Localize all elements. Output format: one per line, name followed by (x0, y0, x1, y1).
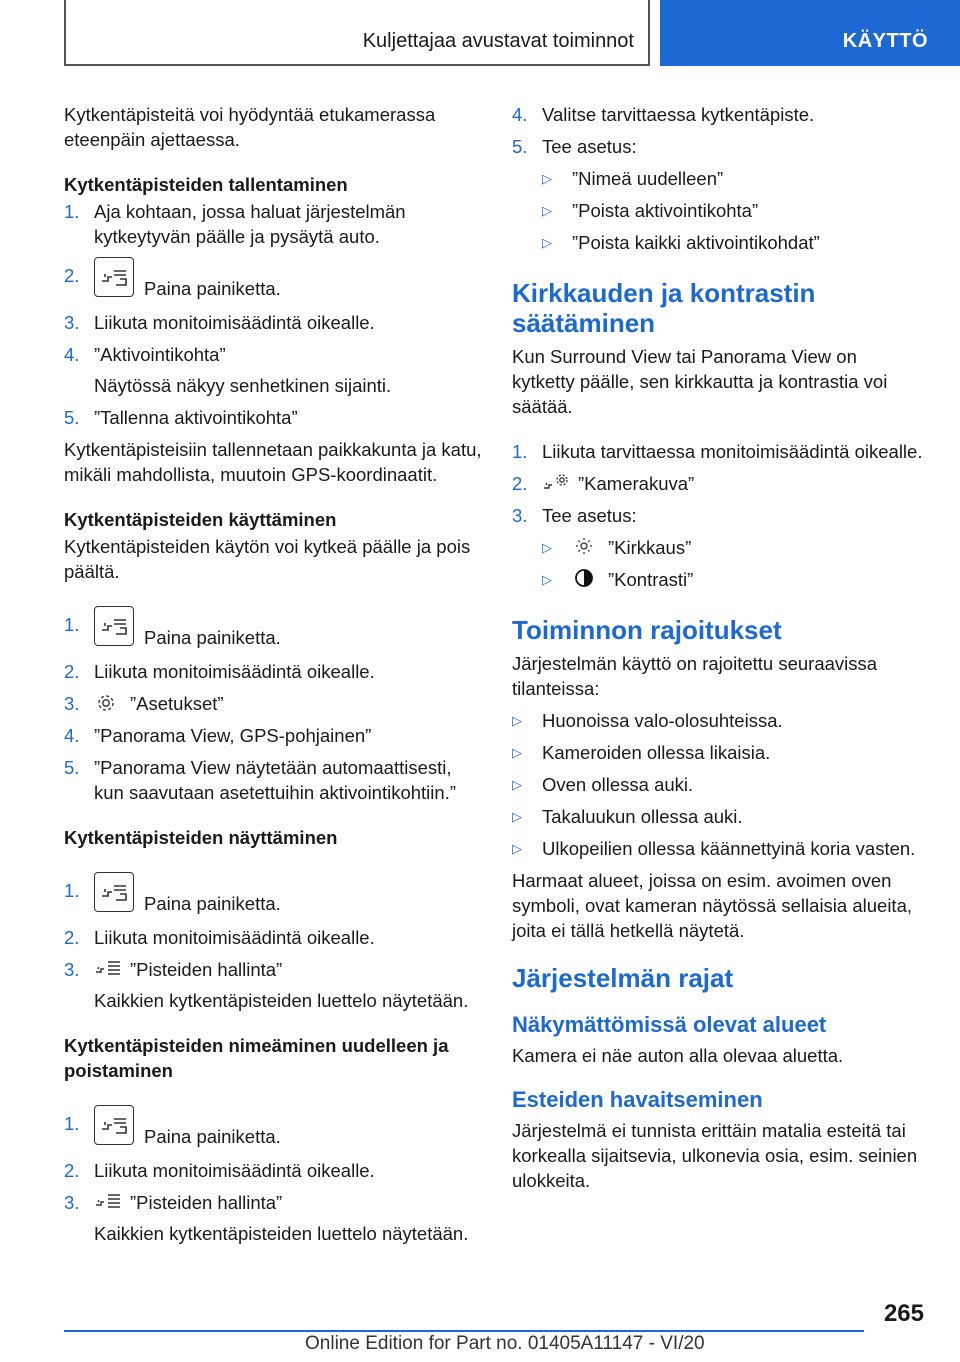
brightness-step-3: 3. Tee asetus: ▷ ”Kirkkaus” ▷ ”Kontrasti” (512, 503, 924, 599)
obstacles-heading: Esteiden havaitseminen (512, 1087, 763, 1112)
list-item: ▷ Ulkopeilien ollessa käännettyinä koria vasten. (512, 838, 916, 859)
obstacles-text: Järjestelmä ei tunnista erittäin matalia esteitä tai korkealla sijaitsevia, ulkonevia osia, esim. seinien ulokkeita. (512, 1120, 918, 1191)
save-step-5: 5. ”Tallenna aktivointikohta” (64, 407, 298, 428)
points-list-icon (94, 958, 122, 980)
display-heading: Kytkentäpisteiden näyttäminen (64, 827, 338, 848)
brightness-heading: Kirkkauden ja kontrastin säätäminen (512, 278, 816, 338)
save-heading: Kytkentäpisteiden tallentaminen (64, 174, 348, 195)
list-item: ▷ ”Poista kaikki aktivointikohdat” (542, 232, 820, 253)
hidden-areas-text: Kamera ei näe auton alla olevaa aluetta. (512, 1045, 844, 1066)
use-step-1: 1. Paina painiketta. (64, 612, 484, 652)
brightness-step-1: 1. Liikuta tarvittaessa monitoimisäädintä oikealle. (512, 441, 923, 462)
camera-button-icon (94, 606, 134, 646)
camera-button-icon (94, 1105, 134, 1145)
intro-paragraph: Kytkentäpisteitä voi hyödyntää etukamerassa eteenpäin ajettaessa. (64, 104, 436, 150)
save-step-1: 1. Aja kohtaan, jossa haluat järjestelmän kytkeytyvän päälle ja pysäytä auto. (64, 201, 406, 247)
display-step-1: 1. Paina painiketta. (64, 878, 484, 918)
right-column (512, 102, 924, 1193)
limits-intro: Järjestelmän käyttö on rajoitettu seuraavissa tilanteissa: (512, 653, 878, 699)
header-tab (64, 0, 650, 66)
setting-options (542, 166, 924, 255)
brightness-options (542, 535, 924, 592)
gear-icon (94, 692, 122, 714)
list-item: ▷ Kameroiden ollessa likaisia. (512, 742, 771, 763)
save-step-2: 2. Paina painiketta. (64, 263, 484, 303)
page-number: 265 (883, 1300, 924, 1327)
brightness-step-2: 2. ”Kamerakuva” (512, 473, 695, 494)
list-item: ▷ ”Nimeä uudelleen” (542, 168, 724, 189)
brightness-intro: Kun Surround View tai Panorama View on kytketty päälle, sen kirkkautta ja kontrastia voi säätää. (512, 346, 888, 417)
save-step-4: 4. ”Aktivointikohta” Näytössä näkyy senhetkinen sijainti. (64, 344, 392, 396)
rename-step-4: 4. Valitse tarvittaessa kytkentäpiste. (512, 104, 815, 125)
use-step-2: 2. Liikuta monitoimisäädintä oikealle. (64, 661, 375, 682)
display-step-2: 2. Liikuta monitoimisäädintä oikealle. (64, 927, 375, 948)
display-step-3: 3. ”Pisteiden hallinta” Kaikkien kytkentäpisteiden luettelo näytetään. (64, 959, 469, 1011)
save-after: Kytkentäpisteisiin tallennetaan paikkakunta ja katu, mikäli mahdollista, muutoin GPS-koordinaatit. (64, 439, 482, 485)
rename-step-1: 1. Paina painiketta. (64, 1111, 484, 1151)
list-item: ▷ ”Kontrasti” (542, 569, 694, 590)
left-column (64, 102, 484, 1253)
camera-button-icon (94, 257, 134, 297)
camera-button-icon (94, 872, 134, 912)
use-step-5: 5. ”Panorama View näytetään automaattisesti, kun saavutaan asetettuihin aktivointikohtiin.” (64, 757, 456, 803)
chapter-title: Kuljettajaa avustavat toiminnot (362, 30, 634, 52)
system-heading: Järjestelmän rajat (512, 963, 734, 993)
sun-icon (572, 535, 600, 557)
rename-step-2: 2. Liikuta monitoimisäädintä oikealle. (64, 1160, 375, 1181)
camera-settings-icon (542, 472, 570, 494)
section-label: KÄYTTÖ (842, 30, 928, 52)
use-step-4: 4. ”Panorama View, GPS-pohjainen” (64, 725, 372, 746)
points-list-icon (94, 1191, 122, 1213)
list-item: ▷ Takaluukun ollessa auki. (512, 806, 743, 827)
use-intro: Kytkentäpisteiden käytön voi kytkeä päälle ja pois päältä. (64, 536, 471, 582)
footer-divider (64, 1330, 864, 1332)
rename-step-5: 5. Tee asetus: ▷ ”Nimeä uudelleen” ▷ ”Poista aktivointikohta” ▷ ”Poista kaikki aktivointikohdat” (512, 134, 924, 262)
list-item: ▷ Oven ollessa auki. (512, 774, 694, 795)
list-item: ▷ Huonoissa valo-olosuhteissa. (512, 710, 783, 731)
use-step-3: 3. ”Asetukset” (64, 693, 224, 714)
list-item: ▷ ”Kirkkaus” (542, 537, 692, 558)
save-step-3: 3. Liikuta monitoimisäädintä oikealle. (64, 312, 375, 333)
rename-heading: Kytkentäpisteiden nimeäminen uudelleen ja poistaminen (64, 1035, 449, 1081)
section-tab (660, 0, 960, 66)
contrast-icon (572, 567, 600, 589)
limits-heading: Toiminnon rajoitukset (512, 615, 782, 645)
limits-after: Harmaat alueet, joissa on esim. avoimen oven symboli, ovat kameran näytössä sellaisia alueita, joita ei tällä hetkellä näytetä. (512, 870, 912, 941)
list-item: ▷ ”Poista aktivointikohta” (542, 200, 759, 221)
footer-edition: Online Edition for Part no. 01405A11147 - VI/20 (305, 1333, 705, 1354)
rename-step-3: 3. ”Pisteiden hallinta” Kaikkien kytkentäpisteiden luettelo näytetään. (64, 1192, 469, 1244)
hidden-areas-heading: Näkymättömissä olevat alueet (512, 1012, 827, 1037)
use-heading: Kytkentäpisteiden käyttäminen (64, 509, 337, 530)
